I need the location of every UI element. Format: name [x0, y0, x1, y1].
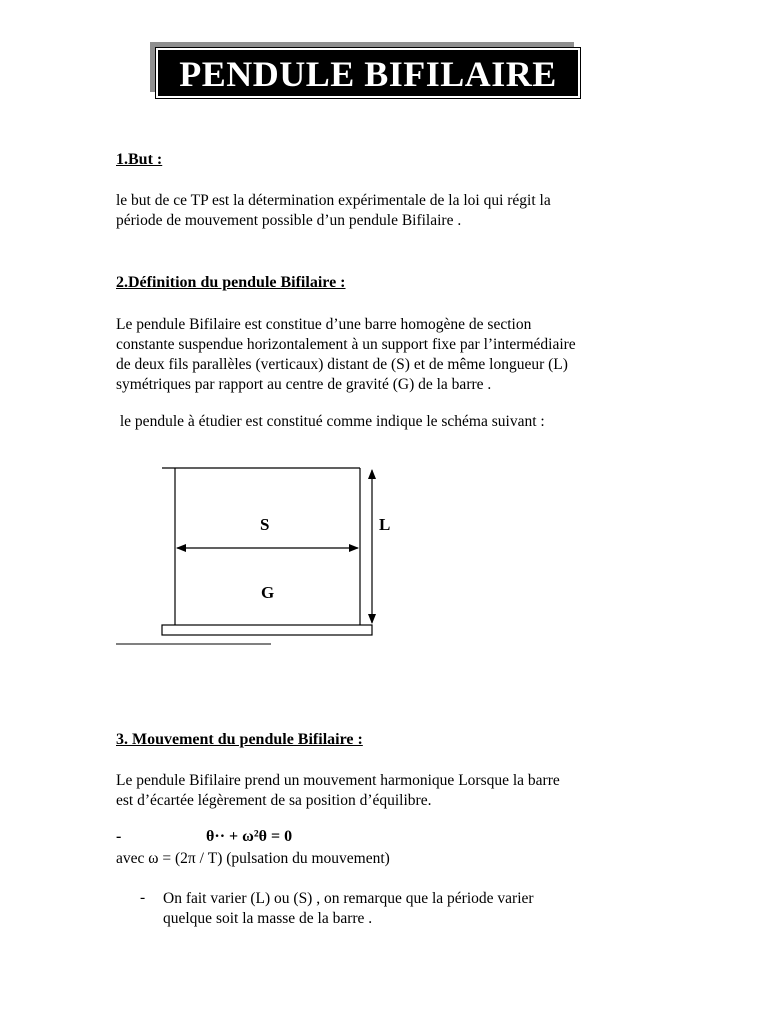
bullet-line-1: On fait varier (L) ou (S) , on remarque que la période varier	[163, 890, 534, 907]
schema-intro: le pendule à étudier est constitué comme indique le schéma suivant :	[116, 413, 545, 430]
bullet-line-2: quelque soit la masse de la barre .	[163, 910, 373, 927]
section-2-line-2: constante suspendue horizontalement à un support fixe par l’intermédiaire	[116, 336, 576, 353]
equation: θ·· + ω²θ = 0	[206, 828, 293, 845]
section-2-line-4: symétriques par rapport au centre de gravité (G) de la barre .	[116, 376, 492, 393]
section-1-heading: 1.But :	[116, 151, 163, 168]
section-1-line-1: le but de ce TP est la détermination expérimentale de la loi qui régit la	[116, 192, 551, 209]
label-s: S	[260, 515, 270, 534]
page-title: PENDULE BIFILAIRE	[156, 48, 580, 98]
section-2-line-1: Le pendule Bifilaire est constitue d’une barre homogène de section	[116, 316, 532, 333]
bar	[162, 625, 372, 635]
section-3-line-2: est d’écartée légèrement de sa position d’équilibre.	[116, 792, 432, 809]
section-3-line-1: Le pendule Bifilaire prend un mouvement harmonique Lorsque la barre	[116, 772, 560, 789]
bullet-dash: -	[140, 889, 146, 906]
bifilar-pendulum-diagram	[110, 460, 430, 660]
section-2-heading: 2.Définition du pendule Bifilaire :	[116, 274, 346, 291]
pulsation-line: avec ω = (2π / T) (pulsation du mouvement)	[116, 850, 390, 867]
equation-dash: -	[116, 828, 122, 845]
label-l: L	[379, 515, 391, 534]
section-1-line-2: période de mouvement possible d’un pendule Bifilaire .	[116, 212, 462, 229]
label-g: G	[261, 583, 275, 602]
section-2-line-3: de deux fils parallèles (verticaux) distant de (S) et de même longueur (L)	[116, 356, 568, 373]
section-3-heading: 3. Mouvement du pendule Bifilaire :	[116, 731, 363, 748]
